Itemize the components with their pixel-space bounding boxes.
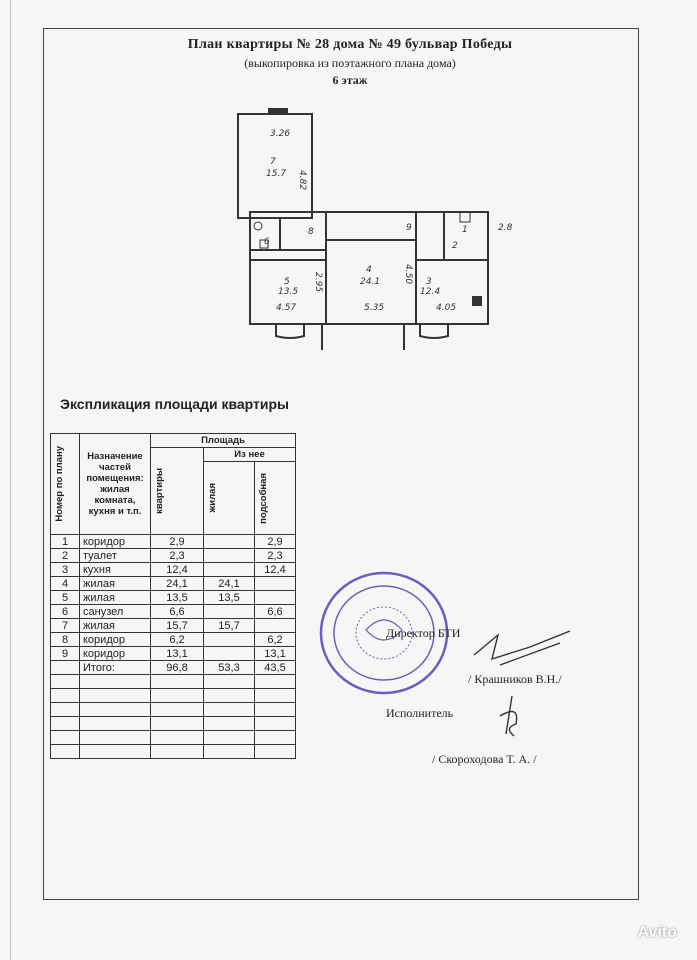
row-aux: 6,2	[255, 633, 296, 647]
empty-row	[51, 703, 296, 717]
empty-cell	[151, 745, 204, 759]
room-5-dim-width: 4.57	[276, 303, 297, 313]
empty-cell	[204, 745, 255, 759]
table-row	[51, 591, 296, 605]
empty-cell	[255, 745, 296, 759]
row-number: 3	[51, 563, 80, 577]
row-number: 8	[51, 633, 80, 647]
empty-cell	[151, 675, 204, 689]
empty-cell	[255, 703, 296, 717]
row-living	[204, 549, 255, 563]
row-total: 13,1	[151, 647, 204, 661]
room-3-dim-width: 4.05	[436, 303, 457, 313]
plan-title: План квартиры № 28 дома № 49 бульвар Победы	[187, 37, 513, 52]
row-number: 2	[51, 549, 80, 563]
floor-label: 6 этаж	[332, 73, 368, 87]
row-number: 6	[51, 605, 80, 619]
empty-cell	[80, 717, 151, 731]
row-aux: 6,6	[255, 605, 296, 619]
empty-cell	[204, 689, 255, 703]
row-total: 24,1	[151, 577, 204, 591]
explication-title: Экспликация площади квартиры	[60, 396, 290, 412]
row-aux: 2,3	[255, 549, 296, 563]
empty-cell	[151, 703, 204, 717]
row-number: 9	[51, 647, 80, 661]
empty-cell	[80, 689, 151, 703]
row-name: коридор	[80, 647, 151, 661]
header-flat: квартиры	[151, 448, 204, 535]
empty-cell	[80, 675, 151, 689]
row-name: жилая	[80, 591, 151, 605]
row-number: 5	[51, 591, 80, 605]
row-total: 2,3	[151, 549, 204, 563]
room-4-number: 4	[366, 265, 372, 275]
row-total: 6,6	[151, 605, 204, 619]
row-total: 13,5	[151, 591, 204, 605]
row-number: 1	[51, 535, 80, 549]
table-header-row	[51, 434, 296, 448]
row-living: 15,7	[204, 619, 255, 633]
row-aux: 12,4	[255, 563, 296, 577]
director-signature	[470, 625, 575, 675]
header-purpose: Назначение частей помещения: жилая комната, кухня и т.п.	[80, 434, 151, 535]
row-name: санузел	[80, 605, 151, 619]
header-area: Площадь	[151, 434, 296, 448]
row-total: 12,4	[151, 563, 204, 577]
empty-row	[51, 689, 296, 703]
total-area: 96,8	[151, 661, 204, 675]
floor-plan	[230, 100, 520, 355]
executor-name: / Скороходова Т. А. /	[432, 752, 537, 766]
executor-label: Исполнитель	[386, 706, 454, 720]
row-aux: 2,9	[255, 535, 296, 549]
row-total: 6,2	[151, 633, 204, 647]
row-number	[51, 661, 80, 675]
empty-cell	[151, 717, 204, 731]
empty-cell	[51, 689, 80, 703]
row-total: 2,9	[151, 535, 204, 549]
table-row	[51, 619, 296, 633]
empty-cell	[204, 731, 255, 745]
empty-cell	[80, 745, 151, 759]
room-7-area: 15.7	[266, 169, 287, 179]
empty-cell	[151, 731, 204, 745]
row-living: 13,5	[204, 591, 255, 605]
row-living	[204, 647, 255, 661]
row-living	[204, 563, 255, 577]
row-name: жилая	[80, 619, 151, 633]
table-row	[51, 563, 296, 577]
empty-cell	[204, 675, 255, 689]
room-7-dim-width: 3.26	[270, 129, 291, 139]
empty-cell	[51, 675, 80, 689]
row-number: 7	[51, 619, 80, 633]
room-4-area: 24.1	[360, 277, 381, 287]
outer-dim: 2.8	[498, 223, 513, 233]
empty-cell	[51, 745, 80, 759]
row-name: жилая	[80, 577, 151, 591]
row-living	[204, 535, 255, 549]
room-8-number: 8	[308, 227, 314, 237]
table-row	[51, 577, 296, 591]
room-6-number: 6	[264, 237, 270, 247]
director-label: Директор БТИ	[386, 626, 461, 640]
empty-cell	[80, 703, 151, 717]
header-living: жилая	[204, 462, 255, 535]
total-living: 53,3	[204, 661, 255, 675]
table-row	[51, 549, 296, 563]
row-name: коридор	[80, 633, 151, 647]
header-aux: подсобная	[255, 462, 296, 535]
header-of-which: Из нее	[204, 448, 296, 462]
room-7-number: 7	[270, 157, 276, 167]
row-aux	[255, 577, 296, 591]
row-name: туалет	[80, 549, 151, 563]
empty-cell	[80, 731, 151, 745]
room-4-dim-width: 5.35	[364, 303, 385, 313]
empty-cell	[151, 689, 204, 703]
row-aux	[255, 591, 296, 605]
empty-cell	[204, 717, 255, 731]
table-total-row	[51, 661, 296, 675]
executor-signature	[496, 694, 526, 740]
row-living: 24,1	[204, 577, 255, 591]
room-4-dim-length: 4.50	[403, 264, 413, 285]
empty-row	[51, 731, 296, 745]
room-2-number: 2	[452, 241, 458, 251]
plan-subtitle: (выкопировка из поэтажного плана дома)	[244, 56, 456, 70]
table-row	[51, 647, 296, 661]
empty-cell	[51, 717, 80, 731]
row-name: коридор	[80, 535, 151, 549]
paper-edge	[10, 0, 14, 960]
empty-row	[51, 717, 296, 731]
empty-row	[51, 745, 296, 759]
table-row	[51, 633, 296, 647]
room-7-dim-length: 4.82	[297, 170, 307, 191]
room-9-number: 9	[406, 223, 412, 233]
room-5-dim-length: 2.95	[313, 272, 323, 293]
room-5-area: 13.5	[278, 287, 299, 297]
room-3-number: 3	[426, 277, 432, 287]
header-num: Номер по плану	[51, 434, 80, 535]
empty-row	[51, 675, 296, 689]
total-label: Итого:	[80, 661, 151, 675]
table-row	[51, 605, 296, 619]
empty-cell	[255, 731, 296, 745]
row-name: кухня	[80, 563, 151, 577]
empty-cell	[255, 689, 296, 703]
total-aux: 43,5	[255, 661, 296, 675]
row-aux: 13,1	[255, 647, 296, 661]
row-aux	[255, 619, 296, 633]
row-living	[204, 633, 255, 647]
explication-table	[50, 433, 296, 759]
director-name: / Крашников В.Н./	[468, 672, 562, 686]
room-5-number: 5	[284, 277, 290, 287]
empty-cell	[204, 703, 255, 717]
empty-cell	[255, 675, 296, 689]
avito-watermark: Avito	[637, 924, 677, 941]
row-total: 15,7	[151, 619, 204, 633]
table-row	[51, 535, 296, 549]
row-number: 4	[51, 577, 80, 591]
empty-cell	[51, 703, 80, 717]
empty-cell	[51, 731, 80, 745]
room-1-number: 1	[462, 225, 468, 235]
row-living	[204, 605, 255, 619]
empty-cell	[255, 717, 296, 731]
explication-body	[51, 535, 296, 759]
room-3-area: 12.4	[420, 287, 441, 297]
